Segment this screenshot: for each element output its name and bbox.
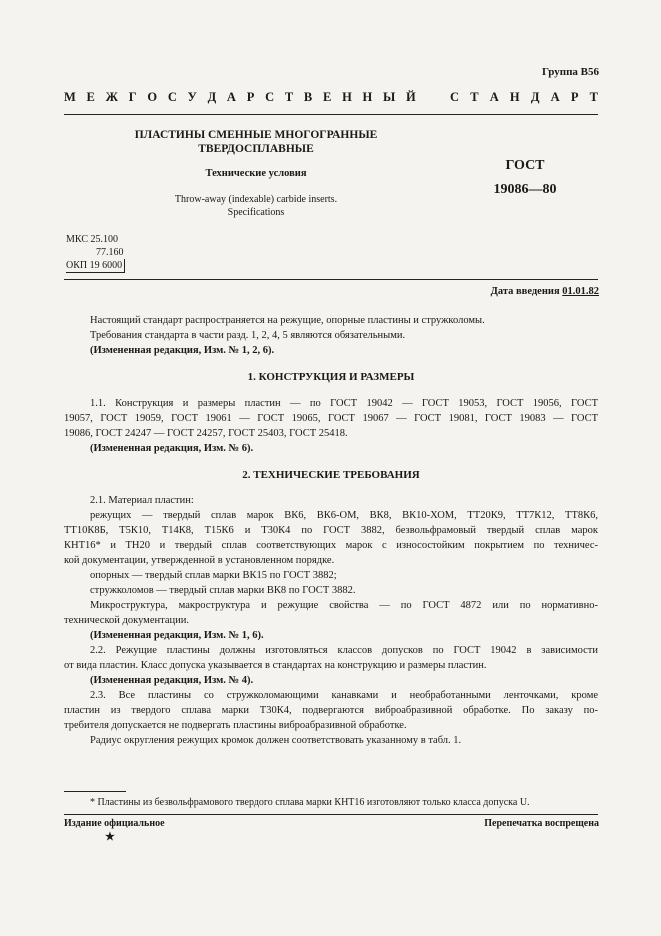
banner-word-standard: С Т А Н Д А Р Т [450, 90, 598, 104]
intro-date-label: Дата введения [490, 286, 560, 297]
footnote: * Пластины из безвольфрамового твердого сплава марки КНТ16 изготовляют только класса допуска U. [90, 797, 530, 808]
gost-label: ГОСТ [505, 158, 545, 173]
group-code: Группа В56 [541, 66, 599, 78]
microstructure-line-1: Микроструктура, макроструктура и режущие свойства — по ГОСТ 4872 или по нормативно- [90, 600, 598, 611]
clause-2-2-line-2: от вида пластин. Класс допуска указывается в стандартах на конструкцию и размеры пластин. [64, 660, 487, 671]
section-1-line-3: 19086, ГОСТ 24247 — ГОСТ 24257, ГОСТ 25403, ГОСТ 25418. [64, 428, 348, 439]
title-line-1: ПЛАСТИНЫ СМЕННЫЕ МНОГОГРАННЫЕ [134, 129, 378, 141]
clause-2-1: 2.1. Материал пластин: [90, 495, 194, 506]
mks-code-1: МКС 25.100 [66, 234, 118, 245]
radius-requirement: Радиус округления режущих кромок должен соответствовать указанному в табл. 1. [90, 735, 462, 746]
clause-2-1-amendment: (Измененная редакция, Изм. № 1, 6). [90, 630, 264, 641]
header-rule [64, 114, 598, 115]
document-subtitle: Технические условия [205, 168, 307, 179]
gost-designation [470, 154, 580, 202]
cutting-material-line-1: режущих — твердый сплав марок ВК6, ВК6-ОМ, ВК8, ВК10-ХОМ, ТТ20К9, ТТ7К12, ТТ8К6, [90, 510, 598, 521]
section-1-line-2: 19057, ГОСТ 19059, ГОСТ 19061 — ГОСТ 19065, ГОСТ 19067 — ГОСТ 19081, ГОСТ 19083 — ГОСТ [64, 413, 598, 424]
clause-2-3-line-1: 2.3. Все пластины со стружколомающими канавками и необработанными ленточками, кроме [90, 690, 598, 701]
reprint-prohibited: Перепечатка воспрещена [484, 818, 599, 829]
standard-banner [64, 90, 598, 105]
official-edition: Издание официальное [64, 818, 165, 829]
cutting-material-line-4: кой документации, утвержденной в установленном порядке. [64, 555, 335, 566]
classification-codes [66, 233, 125, 273]
microstructure-line-2: технической документации. [64, 615, 189, 626]
intro-date-value: 01.01.82 [562, 286, 599, 297]
cutting-material-line-3: КНТ16* и ТН20 и твердый сплав соответствующих марок с износостойким покрытием по техничес- [64, 540, 598, 551]
english-title-line-1: Throw-away (indexable) carbide inserts. [174, 194, 338, 205]
clause-2-2-line-1: 2.2. Режущие пластины должны изготовляться классов допусков по ГОСТ 19042 в зависимости [90, 645, 598, 656]
intro-rule [64, 279, 598, 280]
intro-paragraph-1: Настоящий стандарт распространяется на режущие, опорные пластины и стружколомы. [90, 315, 485, 326]
section-2-heading: 2. ТЕХНИЧЕСКИЕ ТРЕБОВАНИЯ [242, 469, 420, 481]
footnote-rule [64, 791, 126, 792]
clause-2-3-line-2: пластин из твердого сплава марки Т30К4, подвергаются виброабразивной обработке. По заказу по- [64, 705, 598, 716]
star-icon: ★ [105, 831, 115, 843]
clause-2-2-amendment: (Измененная редакция, Изм. № 4). [90, 675, 254, 686]
mks-code-2: 77.160 [96, 247, 124, 258]
title-line-2: ТВЕРДОСПЛАВНЫЕ [198, 143, 314, 155]
english-title-line-2: Specifications [227, 207, 285, 218]
support-material: опорных — твердый сплав марки ВК15 по ГОСТ 3882; [90, 570, 337, 581]
clause-2-3-line-3: требителя допускается не подвергать пластины виброабразивной обработке. [64, 720, 407, 731]
footer-rule [64, 814, 598, 815]
okp-code: ОКП 19 6000 [66, 259, 125, 273]
banner-word-interstate: М Е Ж Г О С У Д А Р С Т В Е Н Н Ы Й [64, 90, 416, 104]
introduction-date [491, 286, 599, 297]
english-title [96, 193, 416, 219]
intro-paragraph-2: Требования стандарта в части разд. 1, 2, 4, 5 являются обязательными. [90, 330, 406, 341]
section-1-line-1: 1.1. Конструкция и размеры пластин — по ГОСТ 19042 — ГОСТ 19053, ГОСТ 19056, ГОСТ [90, 398, 598, 409]
chipbreaker-material: стружколомов — твердый сплав марки ВК8 по ГОСТ 3882. [90, 585, 356, 596]
gost-number: 19086—80 [493, 182, 557, 197]
section-1-heading: 1. КОНСТРУКЦИЯ И РАЗМЕРЫ [247, 371, 415, 383]
section-1-amendment: (Измененная редакция, Изм. № 6). [90, 443, 254, 454]
cutting-material-line-2: ТТ10К8Б, Т5К10, Т14К8, Т15К6 и Т30К4 по ГОСТ 3882, безвольфрамовый твердый сплав марок [64, 525, 598, 536]
document-title [96, 128, 416, 156]
intro-amendment: (Измененная редакция, Изм. № 1, 2, 6). [90, 345, 275, 356]
